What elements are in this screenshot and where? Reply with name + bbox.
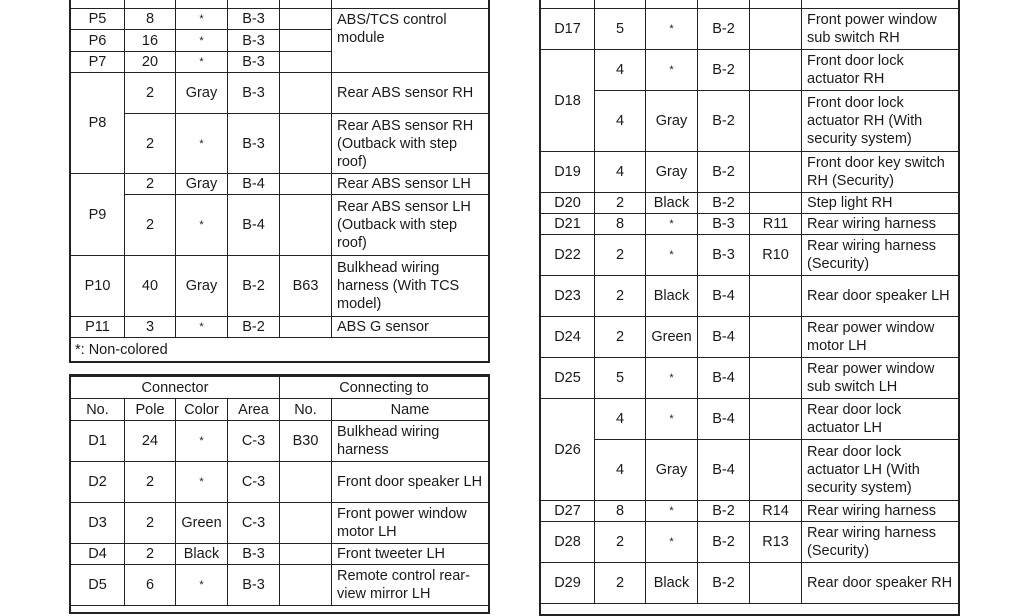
cell-no: D1: [71, 421, 125, 462]
cell-name: Bulkhead wiring harness: [332, 421, 489, 462]
table-row: [541, 214, 959, 235]
cell-no: D20: [541, 193, 595, 214]
cell-pole: 2: [595, 235, 646, 276]
cell-area: B-4: [228, 174, 280, 195]
table-row: [71, 462, 489, 503]
cell-color: *: [176, 52, 228, 73]
cell-pole: 2: [125, 544, 176, 565]
cell-name: ABS G sensor: [332, 317, 489, 338]
cell-to: [750, 358, 802, 399]
cell-to: [750, 152, 802, 193]
cell-name: ABS/TCS control module: [332, 9, 489, 73]
cell-area: B-3: [228, 565, 280, 606]
cell-area: B-2: [228, 256, 280, 317]
cell-name: Rear wiring harness (Security): [802, 522, 959, 563]
cell-pole: 2: [125, 503, 176, 544]
cell-pole: 20: [125, 52, 176, 73]
cell-name: Rear door speaker RH: [802, 563, 959, 604]
cell-to: [280, 565, 332, 606]
cell-area: B-2: [698, 563, 750, 604]
cell-name: Step light RH: [802, 193, 959, 214]
cell-no: D3: [71, 503, 125, 544]
cell-pole: 8: [595, 214, 646, 235]
cell-name: Rear door lock actuator LH: [802, 399, 959, 440]
cell-color: Black: [646, 276, 698, 317]
col-no: No.: [71, 399, 125, 421]
cell-color: Black: [646, 193, 698, 214]
cell-color: *: [176, 462, 228, 503]
cell-name: Remote control rear-view mirror LH: [332, 565, 489, 606]
cell-name: Front door lock actuator RH: [802, 50, 959, 91]
cell-color: Green: [176, 503, 228, 544]
cell-name: Front power window sub switch RH: [802, 9, 959, 50]
cell-pole: 8: [595, 501, 646, 522]
cell-to: [750, 317, 802, 358]
table-row: [71, 544, 489, 565]
cell-name: Front door key switch RH (Security): [802, 152, 959, 193]
cell-no: D24: [541, 317, 595, 358]
cell-to: [750, 276, 802, 317]
table-row: [541, 91, 959, 152]
cell-to: [280, 544, 332, 565]
cell-pole: 4: [595, 152, 646, 193]
table-row: [71, 503, 489, 544]
cell-name: Rear ABS sensor RH: [332, 73, 489, 114]
cell-to: [750, 91, 802, 152]
cell-color: *: [646, 522, 698, 563]
cell-area: B-2: [228, 317, 280, 338]
cell-name: Rear ABS sensor RH (Outback with step roof): [332, 114, 489, 174]
cell-name: Rear wiring harness: [802, 214, 959, 235]
table-row: [541, 9, 959, 50]
cell-color: *: [646, 50, 698, 91]
header-connector: Connector: [71, 377, 280, 399]
cell-to: [280, 30, 332, 52]
table-row: [71, 73, 489, 114]
cell-color: Gray: [176, 174, 228, 195]
cell-area: B-2: [698, 152, 750, 193]
cell-to: [280, 9, 332, 30]
table-row: [541, 235, 959, 276]
cell-to: [750, 50, 802, 91]
cell-color: Black: [176, 544, 228, 565]
cell-no: D22: [541, 235, 595, 276]
table-row: [71, 565, 489, 606]
cell-area: B-4: [698, 440, 750, 501]
cell-color: *: [646, 235, 698, 276]
cell-name: Bulkhead wiring harness (With TCS model): [332, 256, 489, 317]
col-color: Color: [176, 399, 228, 421]
cell-name: Rear wiring harness (Security): [802, 235, 959, 276]
header-connecting-to: Connecting to: [280, 377, 489, 399]
cell-to: [750, 9, 802, 50]
cell-no: D26: [541, 399, 595, 501]
cell-to: B30: [280, 421, 332, 462]
cell-pole: 24: [125, 421, 176, 462]
cell-name: Rear power window motor LH: [802, 317, 959, 358]
table-row: [541, 358, 959, 399]
cell-color: *: [176, 114, 228, 174]
col-name: Name: [332, 399, 489, 421]
cell-no: P7: [71, 52, 125, 73]
cell-pole: 4: [595, 91, 646, 152]
table-row: [541, 563, 959, 604]
cell-color: *: [646, 399, 698, 440]
cell-area: B-4: [698, 399, 750, 440]
cell-name: Front tweeter LH: [332, 544, 489, 565]
footnote: *: Non-colored: [75, 342, 168, 358]
cell-name: [332, 0, 489, 9]
table-row: [71, 317, 489, 338]
table-row: [541, 276, 959, 317]
cell-area: B-2: [698, 9, 750, 50]
connector-table-d-right: [540, 0, 959, 604]
cell-pole: 2: [125, 73, 176, 114]
cell-color: *: [646, 9, 698, 50]
cell-area: B-3: [698, 214, 750, 235]
cell-area: B-3: [228, 9, 280, 30]
table-row: [71, 9, 489, 30]
cell-name: Front power window motor LH: [332, 503, 489, 544]
table-row: [541, 399, 959, 440]
cell-area: C-3: [228, 421, 280, 462]
table-row: [71, 0, 489, 9]
cell-pole: 4: [595, 440, 646, 501]
cell-to: R10: [750, 235, 802, 276]
cell-to: B63: [280, 256, 332, 317]
cell-pole: 2: [125, 114, 176, 174]
table-header-row: [71, 399, 489, 421]
cell-name: Front door lock actuator RH (With security system): [802, 91, 959, 152]
cell-area: B-3: [228, 52, 280, 73]
cell-color: *: [646, 501, 698, 522]
cell-pole: 2: [595, 522, 646, 563]
cell-to: [280, 73, 332, 114]
connector-table-p: [70, 0, 489, 338]
cell-color: *: [646, 358, 698, 399]
connector-table-d-left: [70, 376, 489, 606]
cell-area: B-4: [698, 358, 750, 399]
cell-area: B-3: [228, 30, 280, 52]
cell-to: [280, 317, 332, 338]
cell-color: *: [646, 214, 698, 235]
cell-no: D25: [541, 358, 595, 399]
cell-area: B-2: [698, 91, 750, 152]
cell-no: D17: [541, 9, 595, 50]
cell-pole: 6: [125, 565, 176, 606]
cell-no: D23: [541, 276, 595, 317]
table-row: [541, 0, 959, 9]
cell-to: [280, 174, 332, 195]
table-row: [71, 195, 489, 256]
cell-pole: 2: [125, 195, 176, 256]
col-area: Area: [228, 399, 280, 421]
cell-no: D2: [71, 462, 125, 503]
cell-to: [280, 52, 332, 73]
cell-color: *: [176, 195, 228, 256]
cell-pole: 5: [595, 358, 646, 399]
cell-color: Green: [646, 317, 698, 358]
cell-color: Gray: [176, 256, 228, 317]
cell-pole: 4: [595, 50, 646, 91]
cell-name: Rear door lock actuator LH (With security system): [802, 440, 959, 501]
cell-no: P11: [71, 317, 125, 338]
cell-area: C-3: [228, 462, 280, 503]
cell-pole: 8: [125, 9, 176, 30]
cell-pole: 2: [125, 174, 176, 195]
cell-color: Gray: [646, 152, 698, 193]
cell-no: D5: [71, 565, 125, 606]
table-row: [541, 317, 959, 358]
cell-to: [280, 195, 332, 256]
cell-pole: 2: [595, 563, 646, 604]
cell-color: Gray: [176, 73, 228, 114]
cell-area: B-2: [698, 193, 750, 214]
cell-no: P6: [71, 30, 125, 52]
table-row: [541, 440, 959, 501]
cell-area: B-2: [698, 50, 750, 91]
cell-name: Front door speaker LH: [332, 462, 489, 503]
table-header-row: [71, 377, 489, 399]
cell-pole: 5: [595, 9, 646, 50]
cell-name: Rear ABS sensor LH (Outback with step roof): [332, 195, 489, 256]
cell-no: D4: [71, 544, 125, 565]
cell-no: D21: [541, 214, 595, 235]
cell-to: [750, 193, 802, 214]
cell-no: P8: [71, 73, 125, 174]
cell-area: B-3: [228, 73, 280, 114]
cell-color: *: [176, 421, 228, 462]
cell-area: B-3: [228, 114, 280, 174]
cell-area: B-3: [228, 544, 280, 565]
cell-pole: 16: [125, 30, 176, 52]
cell-area: C-3: [228, 503, 280, 544]
col-pole: Pole: [125, 399, 176, 421]
cell-pole: 2: [595, 193, 646, 214]
cell-no: D29: [541, 563, 595, 604]
cell-pole: 2: [125, 462, 176, 503]
cell-to: R11: [750, 214, 802, 235]
cell-to: [280, 503, 332, 544]
cell-pole: 2: [595, 317, 646, 358]
cell-name: Rear wiring harness: [802, 501, 959, 522]
cell-area: B-4: [698, 276, 750, 317]
col-no-2: No.: [280, 399, 332, 421]
cell-to: R14: [750, 501, 802, 522]
cell-pole: 4: [595, 399, 646, 440]
cell-no: D18: [541, 50, 595, 152]
table-row: [71, 256, 489, 317]
table-row: [541, 522, 959, 563]
cell-area: B-4: [228, 195, 280, 256]
table-row: [541, 152, 959, 193]
cell-to: R13: [750, 522, 802, 563]
cell-no: P9: [71, 174, 125, 256]
cell-color: Gray: [646, 91, 698, 152]
table-row: [541, 501, 959, 522]
cell-name: Rear ABS sensor LH: [332, 174, 489, 195]
cell-name: Rear door speaker LH: [802, 276, 959, 317]
cell-no: D27: [541, 501, 595, 522]
cell-area: B-4: [698, 317, 750, 358]
cell-name: Rear power window sub switch LH: [802, 358, 959, 399]
cell-color: *: [176, 9, 228, 30]
cell-area: B-2: [698, 522, 750, 563]
cell-color: *: [176, 317, 228, 338]
cell-pole: 3: [125, 317, 176, 338]
table-row: [71, 421, 489, 462]
cell-to: [280, 462, 332, 503]
cell-color: Gray: [646, 440, 698, 501]
cell-name: [802, 0, 959, 9]
table-row: [71, 174, 489, 195]
cell-to: [750, 440, 802, 501]
cell-area: B-3: [698, 235, 750, 276]
cell-pole: 40: [125, 256, 176, 317]
cell-no: P5: [71, 9, 125, 30]
cell-no: D28: [541, 522, 595, 563]
table-row: [541, 50, 959, 91]
cell-area: B-2: [698, 501, 750, 522]
cell-no: P10: [71, 256, 125, 317]
cell-color: *: [176, 30, 228, 52]
table-row: [541, 193, 959, 214]
table-row: [71, 114, 489, 174]
cell-pole: 2: [595, 276, 646, 317]
cell-color: *: [176, 565, 228, 606]
cell-no: D19: [541, 152, 595, 193]
cell-to: [750, 399, 802, 440]
cell-to: [750, 563, 802, 604]
cell-color: Black: [646, 563, 698, 604]
cell-to: [280, 114, 332, 174]
